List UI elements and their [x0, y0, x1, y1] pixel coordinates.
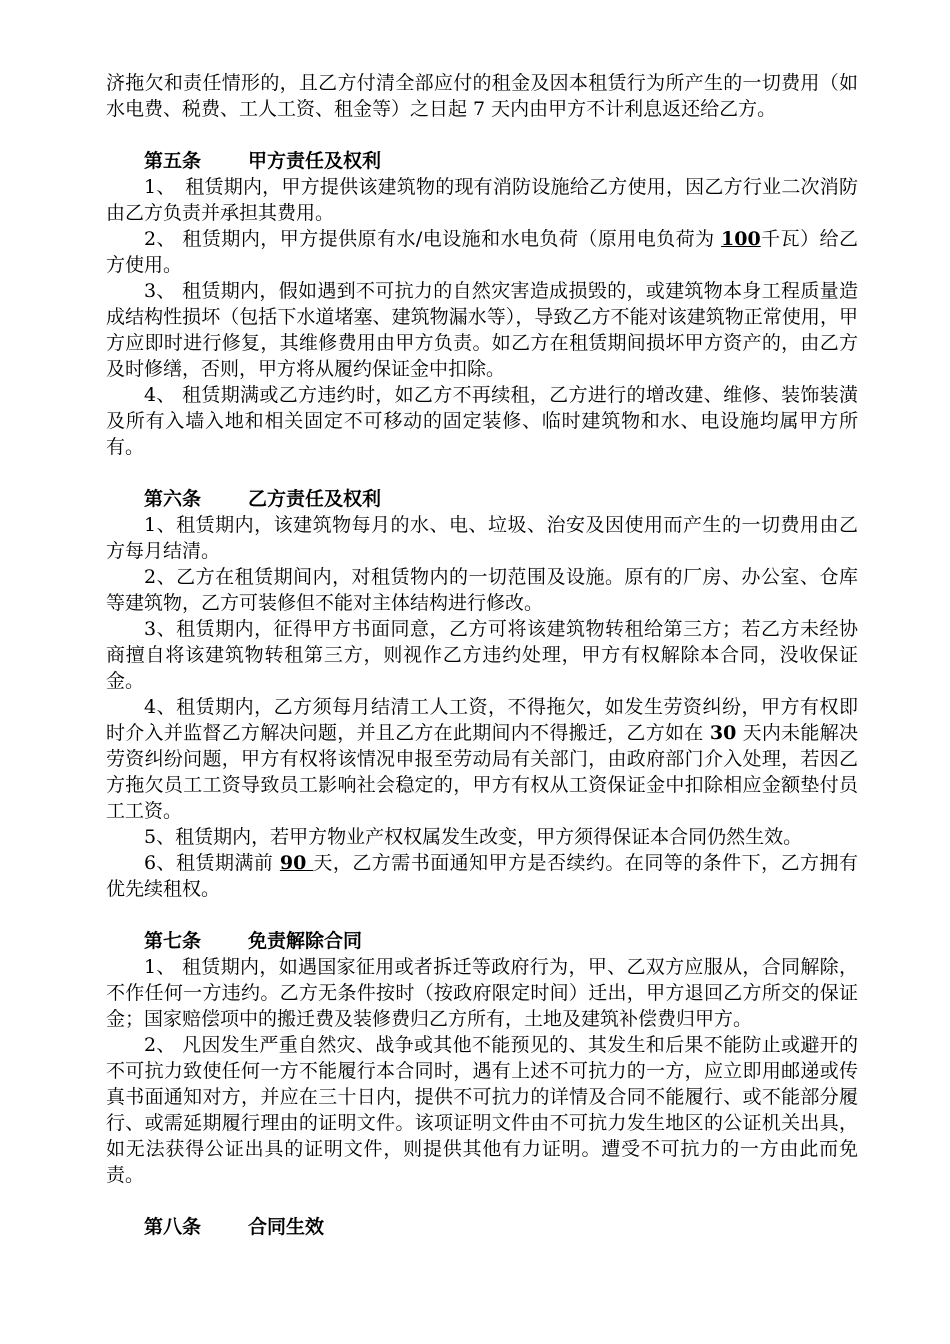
article-5-title: 甲方责任及权利 [248, 150, 382, 172]
article-6-clause-4-text-c: 天内未能解决劳资纠纷问题，甲方有权将该情况申报至劳动局有关部门，由政府部门介入处理，若因乙方拖欠员工工资导致员工影响社会稳定的，甲方有权从工资保证金中扣除相应金额垫付员工工资。 [106, 722, 858, 822]
article-6-clause-6 [106, 850, 858, 902]
article-6-clause-6-text-a: 6、租赁期满前 [144, 852, 280, 874]
article-6-clause-5: 5、租赁期内，若甲方物业产权权属发生改变，甲方须得保证本合同仍然生效。 [144, 826, 803, 848]
article-6-number: 第六条 [144, 488, 202, 510]
article-8-heading [106, 1214, 858, 1240]
article-5-clause-4: 4、 租赁期满或乙方违约时，如乙方不再续租，乙方进行的增改建、维修、装饰装潢及所有入墙入地和相关固定不可移动的固定装修、临时建筑物和水、电设施均属甲方所有。 [106, 384, 858, 458]
dispute-days-value: 30 [709, 722, 737, 744]
article-5-clause-1: 1、 租赁期内，甲方提供该建筑物的现有消防设施给乙方使用，因乙方行业二次消防由乙方负责并承担其费用。 [106, 176, 858, 224]
article-6-clause-6-text-c: 天，乙方需书面通知甲方是否续约。在同等的条件下，乙方拥有优先续租权。 [106, 852, 858, 900]
article-5-clause-2 [106, 226, 858, 278]
article-5-heading [106, 148, 858, 174]
article-5-number: 第五条 [144, 150, 202, 172]
article-6-clause-4-text-a: 4、租赁期内，乙方须每月结清工人工资，不得拖欠，如发生劳资纠纷，甲方有权即时介入并监督乙方解决问题，并且乙方在此期间内不得搬迁，乙方如在 [106, 696, 858, 744]
article-5-clause-2-text-a: 2、 租赁期内，甲方提供原有水/电设施和水电负荷（原用电负荷为 [144, 228, 722, 250]
article-5-clause-2-text-c: 千瓦）给乙方使用。 [106, 228, 858, 276]
article-7-clause-1: 1、 租赁期内，如遇国家征用或者拆迁等政府行为，甲、乙双方应服从，合同解除，不作任何一方违约。乙方无条件按时（按政府限定时间）迁出，甲方退回乙方所交的保证金；国家赔偿项中的搬迁费及装修费归乙方所有，土地及建筑补偿费归甲方。 [106, 956, 858, 1030]
article-6-clause-3: 3、租赁期内，征得甲方书面同意，乙方可将该建筑物转租给第三方；若乙方未经协商擅自将该建筑物转租第三方，则视作乙方违约处理，甲方有权解除本合同，没收保证金。 [106, 618, 858, 692]
article-6-clause-4 [106, 694, 858, 824]
article-7-clause-2: 2、 凡因发生严重自然灾、战争或其他不能预见的、其发生和后果不能防止或避开的不可抗力致使任何一方不能履行本合同时，遇有上述不可抗力的一方，应立即用邮递或传真书面通知对方，并应在三十日内，提供不可抗力的详情及合同不能履行、或不能部分履行、或需延期履行理由的证明文件。该项证明文件由不可抗力发生地区的公证机关出具，如无法获得公证出具的证明文件，则提供其他有力证明。遭受不可抗力的一方由此而免责。 [106, 1034, 858, 1186]
article-6-title: 乙方责任及权利 [248, 488, 382, 510]
article-7-title: 免责解除合同 [248, 930, 363, 952]
notice-days-value: 90 [279, 852, 314, 874]
article-8-title: 合同生效 [248, 1216, 325, 1238]
article-6-heading [106, 486, 858, 512]
article-5-clause-3: 3、 租赁期内，假如遇到不可抗力的自然灾害造成损毁的，或建筑物本身工程质量造成结构性损坏（包括下水道堵塞、建筑物漏水等），导致乙方不能对该建筑物正常使用，甲方应即时进行修复，其维修费用由甲方负责。如乙方在租赁期间损坏甲方资产的，由乙方及时修缮，否则，甲方将从履约保证金中扣除。 [106, 280, 858, 380]
article-8-number: 第八条 [144, 1216, 202, 1238]
power-load-value: 100 [721, 228, 761, 250]
intro-paragraph: 济拖欠和责任情形的，且乙方付清全部应付的租金及因本租赁行为所产生的一切费用（如水电费、税费、工人工资、租金等）之日起 7 天内由甲方不计利息返还给乙方。 [106, 72, 858, 120]
article-7-number: 第七条 [144, 930, 202, 952]
contract-page [106, 70, 858, 1240]
article-7-heading [106, 928, 858, 954]
article-6-clause-2: 2、乙方在租赁期间内，对租赁物内的一切范围及设施。原有的厂房、办公室、仓库等建筑物，乙方可装修但不能对主体结构进行修改。 [106, 566, 858, 614]
article-6-clause-1: 1、租赁期内，该建筑物每月的水、电、垃圾、治安及因使用而产生的一切费用由乙方每月结清。 [106, 514, 858, 562]
